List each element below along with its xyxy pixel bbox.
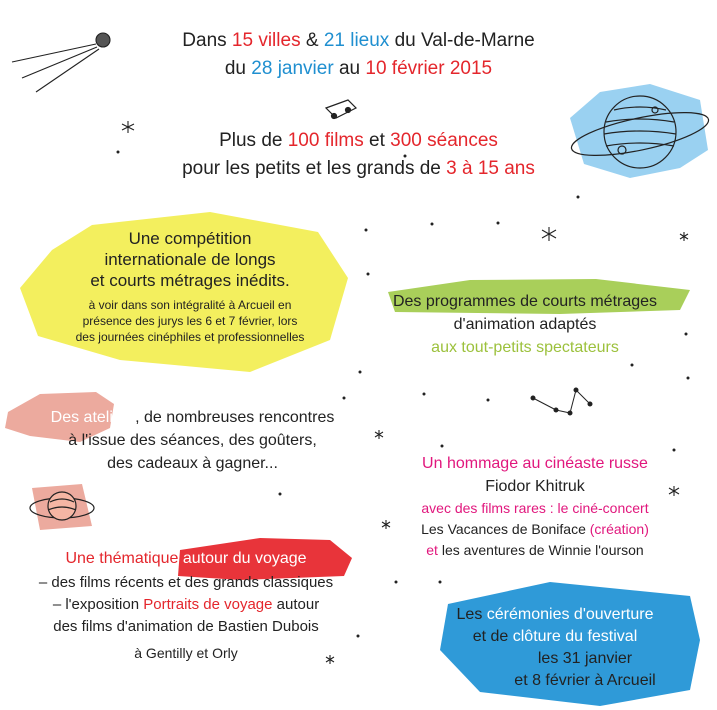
thematique-title [0, 546, 372, 572]
hommage-title: Un hommage au cinéaste russe [422, 455, 648, 472]
thematique-text: – l'exposition [52, 596, 144, 613]
ceremonies-text: et de [472, 628, 513, 645]
header-line-2 [0, 58, 717, 80]
thematique-text: autour [272, 596, 320, 613]
ateliers-line-1 [0, 406, 385, 429]
thematique-line-2 [0, 594, 372, 616]
hommage-name: Fiodor Khitruk [485, 478, 585, 495]
competition-block [20, 228, 360, 345]
intro-text: et [363, 130, 391, 151]
programmes-line-3: aux tout-petits spectateurs [431, 339, 619, 356]
intro-line-1 [0, 130, 717, 152]
programmes-block [350, 290, 700, 359]
hommage-line-5 [360, 540, 710, 561]
seances-count: 300 séances [390, 130, 498, 151]
programmes-highlight: programmes de courts métrages [425, 293, 658, 310]
ateliers-highlight: Des ateliers [50, 409, 136, 426]
competition-title-line: internationale de longs [104, 250, 276, 269]
competition-detail-line: présence des jurys les 6 et 7 février, lors [82, 314, 298, 328]
ages-range: 3 à 15 ans [446, 158, 535, 179]
competition-details [20, 297, 360, 345]
hommage-block [360, 452, 710, 561]
thematique-title-pre: Une thématique [65, 550, 179, 567]
lieux-count: 21 lieux [323, 30, 390, 51]
ceremonies-block [410, 604, 700, 692]
hommage-line-4 [360, 519, 710, 540]
ceremonies-line-4: et 8 février à Arcueil [514, 672, 656, 689]
thematique-title-highlight: autour du voyage [178, 550, 307, 567]
competition-title-line: et courts métrages inédits. [90, 271, 290, 290]
thematique-line-4: à Gentilly et Orly [134, 645, 238, 661]
spaceship-icon [326, 100, 356, 119]
thematique-line-3: des films d'animation de Bastien Dubois [53, 618, 319, 635]
films-count: 100 films [287, 130, 364, 151]
ceremonies-text: Les [456, 606, 487, 623]
thematique-highlight: Portraits de voyage [143, 596, 273, 613]
ateliers-line-2: à l'issue des séances, des goûters, [68, 432, 317, 449]
programmes-text: Des [392, 293, 426, 310]
competition-title-line: Une compétition [128, 229, 252, 248]
thematique-line-1: – des films récents et des grands classiques [38, 574, 334, 591]
header-text: du [224, 58, 252, 79]
ateliers-line-3: des cadeaux à gagner... [107, 455, 278, 472]
hommage-line-3: avec des films rares : le ciné-concert [421, 500, 649, 516]
hommage-highlight: et [426, 542, 438, 558]
header-line-1 [0, 30, 717, 52]
competition-title [20, 228, 360, 291]
header-text: du Val-de-Marne [389, 30, 535, 51]
hommage-highlight: (création) [589, 521, 649, 537]
ceremonies-line-3: les 31 janvier [537, 650, 633, 667]
competition-detail-line: des journées cinéphiles et professionnelles [75, 330, 305, 344]
hommage-text: Les Vacances de Boniface [421, 521, 590, 537]
hommage-text: les aventures de Winnie l'ourson [437, 542, 644, 558]
intro-text: Plus de [219, 130, 288, 151]
intro-text: pour les petits et les grands de [182, 158, 447, 179]
villes-count: 15 villes [231, 30, 301, 51]
header-text: au [333, 58, 366, 79]
programmes-line-2: d'animation adaptés [453, 316, 597, 333]
header-text: Dans [182, 30, 232, 51]
header-text: & [300, 30, 324, 51]
ateliers-text: , de nombreuses rencontres [135, 409, 335, 426]
competition-detail-line: à voir dans son intégralité à Arcueil en [88, 298, 292, 312]
ceremonies-line-2 [410, 626, 700, 648]
ceremonies-highlight: clôture du festival [512, 628, 638, 645]
end-date: 10 février 2015 [365, 58, 493, 79]
intro-line-2 [0, 158, 717, 180]
ateliers-block [0, 406, 385, 475]
thematique-block [0, 546, 372, 664]
ceremonies-highlight: cérémonies d'ouverture [486, 606, 654, 623]
ceremonies-line-1 [410, 604, 700, 626]
start-date: 28 janvier [251, 58, 334, 79]
programmes-line-1 [350, 290, 700, 313]
constellation-icon [531, 388, 592, 415]
